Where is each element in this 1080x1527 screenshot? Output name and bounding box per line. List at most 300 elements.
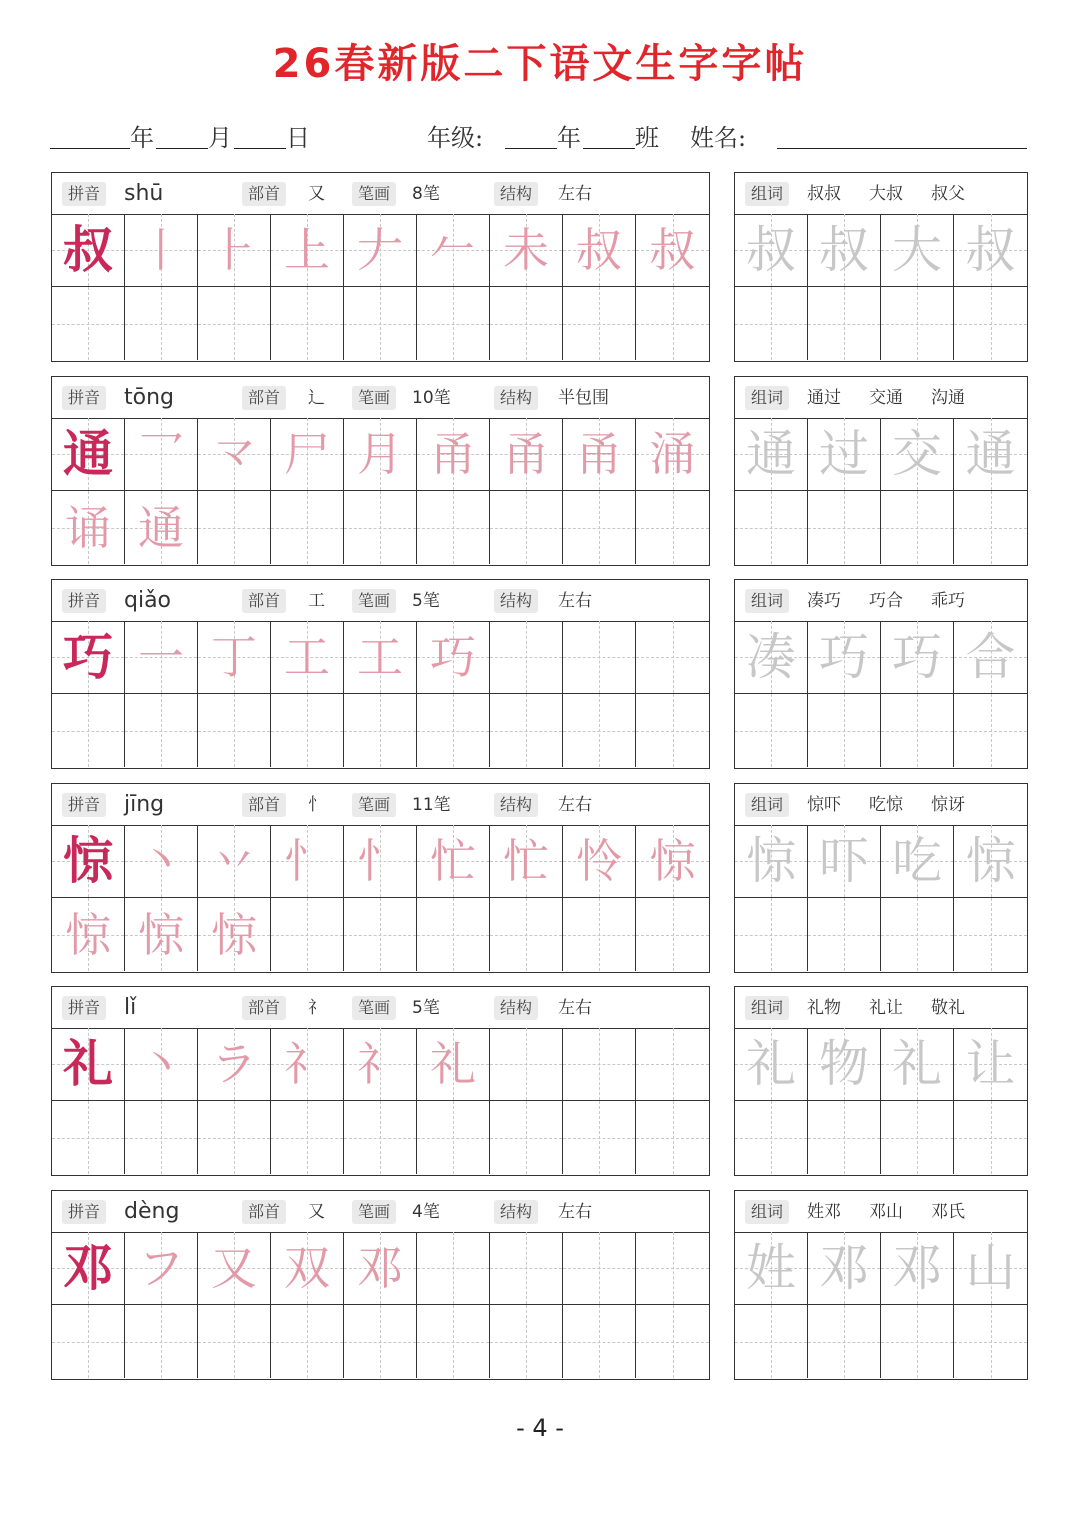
guide-line — [490, 1342, 562, 1343]
pinyin-value: jīng — [124, 792, 165, 817]
grid-cell[interactable] — [954, 1305, 1027, 1378]
grid-cell[interactable] — [563, 418, 636, 491]
grid-cell[interactable] — [344, 214, 417, 287]
word-grid — [735, 825, 1027, 972]
grid-cell[interactable] — [563, 214, 636, 287]
grid-cell[interactable] — [125, 418, 198, 491]
grid-cell[interactable] — [125, 491, 198, 564]
grid-cell[interactable] — [125, 1101, 198, 1174]
grid-cell[interactable] — [198, 1028, 271, 1101]
guide-line — [636, 1138, 709, 1139]
grid-cell[interactable] — [954, 1232, 1027, 1305]
grid-cell[interactable] — [636, 1232, 709, 1305]
trace-character: 叔 — [746, 221, 796, 279]
strokes-value: 11笔 — [412, 795, 451, 815]
grid-cell[interactable] — [808, 418, 881, 491]
grid-cell[interactable] — [490, 214, 563, 287]
grid-cell[interactable] — [198, 287, 271, 360]
grid-cell[interactable] — [271, 287, 344, 360]
grid-cell[interactable] — [735, 825, 808, 898]
guide-line — [271, 731, 343, 732]
grid-cell[interactable] — [271, 418, 344, 491]
grid-cell[interactable] — [954, 898, 1027, 971]
practice-grid — [52, 1028, 709, 1175]
grid-cell[interactable] — [271, 825, 344, 898]
practice-grid — [52, 1232, 709, 1379]
stroke-order-step: 又 — [211, 1241, 257, 1295]
word-value: 交通 — [869, 388, 903, 408]
guide-line — [881, 1138, 953, 1139]
pinyin-tag: 拼音 — [62, 589, 106, 613]
grid-cell[interactable] — [636, 898, 709, 971]
grid-cell[interactable] — [881, 214, 954, 287]
word-grid — [735, 418, 1027, 565]
main-character: 叔 — [63, 220, 113, 279]
grid-cell[interactable] — [125, 214, 198, 287]
grid-cell[interactable] — [881, 621, 954, 694]
stroke-order-step: 丷 — [211, 834, 257, 888]
char-info-bar — [52, 377, 709, 419]
grid-cell[interactable] — [636, 825, 709, 898]
grid-cell[interactable] — [52, 287, 125, 360]
grid-cell[interactable] — [52, 694, 125, 767]
grid-cell[interactable] — [344, 694, 417, 767]
grid-cell[interactable] — [881, 694, 954, 767]
word-practice-block — [734, 783, 1028, 973]
grid-cell[interactable] — [490, 1232, 563, 1305]
words-tag: 组词 — [745, 793, 789, 817]
word-value: 沟通 — [931, 388, 965, 408]
strokes-tag: 笔画 — [352, 1200, 396, 1224]
grid-cell[interactable] — [636, 694, 709, 767]
stroke-order-step: 工 — [357, 630, 403, 684]
strokes-value: 10笔 — [412, 388, 451, 408]
grid-cell[interactable] — [52, 214, 125, 287]
grid-cell[interactable] — [490, 418, 563, 491]
grid-cell[interactable] — [954, 287, 1027, 360]
grid-cell[interactable] — [490, 287, 563, 360]
grid-cell[interactable] — [881, 1305, 954, 1378]
guide-line — [344, 324, 416, 325]
grid-cell[interactable] — [735, 1232, 808, 1305]
grid-cell[interactable] — [881, 287, 954, 360]
grid-cell[interactable] — [881, 418, 954, 491]
grid-cell[interactable] — [735, 1028, 808, 1101]
grid-cell[interactable] — [563, 898, 636, 971]
guide-line — [735, 935, 807, 936]
word-value: 凑巧 — [807, 591, 841, 611]
stroke-order-step: 礼 — [430, 1037, 476, 1091]
stroke-order-step: 丨 — [138, 223, 184, 277]
grade-label: 年级: — [427, 124, 484, 152]
grid-cell[interactable] — [636, 491, 709, 564]
structure-tag: 结构 — [494, 386, 538, 410]
trace-character: 巧 — [892, 628, 942, 686]
grid-cell[interactable] — [881, 1101, 954, 1174]
grid-cell[interactable] — [808, 491, 881, 564]
grid-cell[interactable] — [563, 1028, 636, 1101]
grid-cell[interactable] — [417, 418, 490, 491]
grid-cell[interactable] — [735, 1101, 808, 1174]
grid-cell[interactable] — [735, 287, 808, 360]
structure-value: 左右 — [558, 795, 592, 815]
grid-cell[interactable] — [881, 898, 954, 971]
grid-cell[interactable] — [125, 898, 198, 971]
word-practice-block — [734, 986, 1028, 1176]
guide-line — [52, 324, 124, 325]
guide-line — [198, 1342, 270, 1343]
guide-line — [563, 935, 635, 936]
grid-cell[interactable] — [417, 1232, 490, 1305]
grid-cell[interactable] — [125, 694, 198, 767]
grid-cell[interactable] — [52, 1101, 125, 1174]
practice-grid — [52, 825, 709, 972]
structure-tag: 结构 — [494, 793, 538, 817]
guide-line — [125, 731, 197, 732]
grid-cell[interactable] — [271, 694, 344, 767]
words-tag: 组词 — [745, 1200, 789, 1224]
grid-cell[interactable] — [636, 1101, 709, 1174]
grid-cell[interactable] — [954, 825, 1027, 898]
name-blank[interactable] — [777, 148, 1027, 149]
grid-cell[interactable] — [881, 1028, 954, 1101]
guide-line — [52, 1342, 124, 1343]
grid-cell[interactable] — [198, 694, 271, 767]
guide-line — [344, 528, 416, 529]
grid-cell[interactable] — [808, 1232, 881, 1305]
grid-cell[interactable] — [735, 214, 808, 287]
grid-cell[interactable] — [52, 898, 125, 971]
guide-line — [735, 1342, 807, 1343]
guide-line — [490, 1268, 562, 1269]
trace-character: 大 — [892, 221, 942, 279]
stroke-order-step: 尸 — [284, 427, 330, 481]
grid-cell[interactable] — [125, 621, 198, 694]
stroke-order-step: 丶 — [138, 1037, 184, 1091]
words-tag: 组词 — [745, 386, 789, 410]
grid-cell[interactable] — [808, 1305, 881, 1378]
grid-cell[interactable] — [563, 287, 636, 360]
grid-cell[interactable] — [344, 1028, 417, 1101]
grid-cell[interactable] — [344, 621, 417, 694]
grid-cell[interactable] — [636, 214, 709, 287]
year-blank[interactable] — [50, 148, 130, 149]
grid-cell[interactable] — [198, 491, 271, 564]
trace-character: 叔 — [819, 221, 869, 279]
grid-cell[interactable] — [636, 418, 709, 491]
grid-cell[interactable] — [563, 825, 636, 898]
guide-line — [198, 528, 270, 529]
strokes-value: 4笔 — [412, 1202, 440, 1222]
trace-character: 邓 — [892, 1239, 942, 1297]
day-blank[interactable] — [234, 148, 286, 149]
words-tag: 组词 — [745, 589, 789, 613]
word-value: 叔父 — [931, 184, 965, 204]
grid-cell[interactable] — [344, 1232, 417, 1305]
stroke-order-step: 一 — [138, 630, 184, 684]
word-value: 惊吓 — [807, 795, 841, 815]
grid-cell[interactable] — [563, 1305, 636, 1378]
grid-cell[interactable] — [344, 287, 417, 360]
guide-line — [881, 1342, 953, 1343]
word-value: 邓氏 — [931, 1202, 965, 1222]
stroke-order-step: ラ — [211, 1037, 257, 1091]
structure-tag: 结构 — [494, 182, 538, 206]
grid-cell[interactable] — [417, 621, 490, 694]
grid-cell[interactable] — [271, 491, 344, 564]
trace-character: 姓 — [746, 1239, 796, 1297]
guide-line — [198, 1138, 270, 1139]
guide-line — [636, 324, 709, 325]
grid-cell[interactable] — [198, 621, 271, 694]
guide-line — [344, 935, 416, 936]
grid-cell[interactable] — [636, 1028, 709, 1101]
grade-year-label: 年 — [557, 124, 581, 152]
grid-cell[interactable] — [198, 1305, 271, 1378]
grid-cell[interactable] — [808, 287, 881, 360]
grid-cell[interactable] — [198, 825, 271, 898]
stroke-order-step: 忙 — [503, 834, 549, 888]
grid-cell[interactable] — [52, 621, 125, 694]
strokes-value: 5笔 — [412, 591, 440, 611]
grid-cell[interactable] — [735, 418, 808, 491]
grid-cell[interactable] — [344, 491, 417, 564]
radical-value: 又 — [308, 1202, 325, 1222]
stroke-order-step: 龴 — [211, 427, 257, 481]
guide-line — [52, 1138, 124, 1139]
word-grid — [735, 1028, 1027, 1175]
grid-cell[interactable] — [490, 1101, 563, 1174]
radical-tag: 部首 — [242, 182, 286, 206]
grid-cell[interactable] — [198, 418, 271, 491]
grid-cell[interactable] — [417, 287, 490, 360]
grid-cell[interactable] — [344, 825, 417, 898]
grid-cell[interactable] — [125, 1232, 198, 1305]
grid-cell[interactable] — [563, 621, 636, 694]
grid-cell[interactable] — [125, 825, 198, 898]
word-value: 大叔 — [869, 184, 903, 204]
structure-tag: 结构 — [494, 589, 538, 613]
grid-cell[interactable] — [490, 825, 563, 898]
guide-line — [954, 324, 1027, 325]
structure-value: 左右 — [558, 184, 592, 204]
guide-line — [563, 1064, 635, 1065]
grid-cell[interactable] — [271, 1232, 344, 1305]
structure-tag: 结构 — [494, 996, 538, 1020]
guide-line — [52, 731, 124, 732]
grid-cell[interactable] — [735, 621, 808, 694]
grid-cell[interactable] — [490, 898, 563, 971]
grid-cell[interactable] — [636, 621, 709, 694]
guide-line — [636, 657, 709, 658]
grid-cell[interactable] — [417, 898, 490, 971]
grade-class-label: 班 — [635, 124, 659, 152]
stroke-order-step: 月 — [357, 427, 403, 481]
grid-cell[interactable] — [344, 898, 417, 971]
stroke-order-step: 叔 — [649, 223, 696, 277]
practice-grid — [52, 621, 709, 768]
guide-line — [808, 935, 880, 936]
stroke-order-step: 𠂇 — [357, 223, 403, 277]
char-practice-block — [51, 986, 710, 1176]
trace-character: 过 — [819, 425, 869, 483]
grid-cell[interactable] — [954, 1028, 1027, 1101]
guide-line — [271, 324, 343, 325]
grid-cell[interactable] — [271, 1305, 344, 1378]
pinyin-value: lǐ — [124, 995, 137, 1020]
trace-character: 凑 — [746, 628, 796, 686]
char-info-bar — [52, 173, 709, 215]
grid-cell[interactable] — [954, 694, 1027, 767]
grid-cell[interactable] — [417, 825, 490, 898]
trace-character: 吃 — [892, 832, 942, 890]
word-value: 姓邓 — [807, 1202, 841, 1222]
grid-cell[interactable] — [954, 418, 1027, 491]
grid-cell[interactable] — [808, 825, 881, 898]
grid-cell[interactable] — [563, 1232, 636, 1305]
grid-cell[interactable] — [881, 1232, 954, 1305]
grid-cell[interactable] — [490, 491, 563, 564]
words-info-bar — [735, 784, 1027, 826]
grid-cell[interactable] — [490, 1305, 563, 1378]
grid-cell[interactable] — [271, 214, 344, 287]
stroke-order-step: 巧 — [430, 630, 476, 684]
grid-cell[interactable] — [417, 214, 490, 287]
page-title: 26春新版二下语文生字字帖 — [272, 41, 808, 87]
grid-cell[interactable] — [344, 418, 417, 491]
grid-cell[interactable] — [735, 491, 808, 564]
guide-line — [636, 1342, 709, 1343]
stroke-order-step: 乛 — [138, 427, 184, 481]
practice-grid — [52, 214, 709, 361]
grid-cell[interactable] — [344, 1101, 417, 1174]
guide-line — [735, 324, 807, 325]
grid-cell[interactable] — [808, 214, 881, 287]
grid-cell[interactable] — [52, 825, 125, 898]
stroke-order-step: 邓 — [357, 1241, 403, 1295]
trace-character: 邓 — [819, 1239, 869, 1297]
guide-line — [735, 1138, 807, 1139]
char-practice-block — [51, 1190, 710, 1380]
grade-class-blank[interactable] — [583, 148, 635, 149]
guide-line — [808, 1342, 880, 1343]
grid-cell[interactable] — [52, 491, 125, 564]
grid-cell[interactable] — [52, 1232, 125, 1305]
grid-cell[interactable] — [808, 1101, 881, 1174]
grid-cell[interactable] — [808, 898, 881, 971]
grid-cell[interactable] — [417, 694, 490, 767]
guide-line — [954, 731, 1027, 732]
grid-cell[interactable] — [417, 1305, 490, 1378]
grid-cell[interactable] — [125, 1028, 198, 1101]
stroke-order-step: 双 — [284, 1241, 330, 1295]
main-character: 巧 — [63, 627, 113, 686]
grid-cell[interactable] — [198, 1101, 271, 1174]
grid-cell[interactable] — [271, 621, 344, 694]
grid-cell[interactable] — [490, 621, 563, 694]
grid-cell[interactable] — [808, 694, 881, 767]
grid-cell[interactable] — [417, 1028, 490, 1101]
grid-cell[interactable] — [881, 825, 954, 898]
grid-cell[interactable] — [563, 491, 636, 564]
grid-cell[interactable] — [954, 491, 1027, 564]
words-info-bar — [735, 377, 1027, 419]
stroke-order-step: 丶 — [138, 834, 184, 888]
grid-cell[interactable] — [344, 1305, 417, 1378]
grid-cell[interactable] — [808, 1028, 881, 1101]
grid-cell[interactable] — [563, 694, 636, 767]
guide-line — [636, 935, 709, 936]
grid-cell[interactable] — [52, 1028, 125, 1101]
guide-line — [563, 324, 635, 325]
grade-year-blank[interactable] — [505, 148, 557, 149]
word-practice-block — [734, 172, 1028, 362]
grid-cell[interactable] — [271, 898, 344, 971]
grid-cell[interactable] — [490, 1028, 563, 1101]
guide-line — [198, 324, 270, 325]
structure-value: 左右 — [558, 998, 592, 1018]
grid-cell[interactable] — [198, 214, 271, 287]
word-grid — [735, 1232, 1027, 1379]
char-practice-block — [51, 579, 710, 769]
strokes-tag: 笔画 — [352, 182, 396, 206]
grid-cell[interactable] — [636, 287, 709, 360]
guide-line — [271, 1138, 343, 1139]
trace-character: 山 — [965, 1239, 1016, 1297]
grid-cell[interactable] — [735, 694, 808, 767]
char-info-bar — [52, 1191, 709, 1233]
guide-line — [417, 731, 489, 732]
guide-line — [417, 935, 489, 936]
stroke-order-step: 叔 — [576, 223, 622, 277]
grid-cell[interactable] — [271, 1028, 344, 1101]
grid-cell[interactable] — [636, 1305, 709, 1378]
grid-cell[interactable] — [198, 898, 271, 971]
word-practice-block — [734, 376, 1028, 566]
grid-cell[interactable] — [417, 1101, 490, 1174]
grid-cell[interactable] — [954, 621, 1027, 694]
grid-cell[interactable] — [954, 214, 1027, 287]
grid-cell[interactable] — [52, 1305, 125, 1378]
grid-cell[interactable] — [735, 898, 808, 971]
pinyin-tag: 拼音 — [62, 182, 106, 206]
month-blank[interactable] — [156, 148, 208, 149]
grid-cell[interactable] — [808, 621, 881, 694]
grid-cell[interactable] — [954, 1101, 1027, 1174]
stroke-order-step: 通 — [138, 500, 184, 555]
pinyin-tag: 拼音 — [62, 793, 106, 817]
stroke-order-step: 忄 — [357, 834, 403, 888]
grid-cell[interactable] — [125, 287, 198, 360]
guide-line — [808, 1138, 880, 1139]
guide-line — [125, 324, 197, 325]
grid-cell[interactable] — [52, 418, 125, 491]
page-number: - 4 - — [516, 1414, 564, 1442]
stroke-order-step: 丁 — [211, 630, 257, 684]
stroke-order-step: 甬 — [576, 427, 622, 481]
stroke-order-step: 涌 — [649, 427, 696, 481]
grid-cell[interactable] — [417, 491, 490, 564]
grid-cell[interactable] — [563, 1101, 636, 1174]
stroke-order-step: 未 — [503, 223, 549, 277]
grid-cell[interactable] — [271, 1101, 344, 1174]
grid-cell[interactable] — [735, 1305, 808, 1378]
grid-cell[interactable] — [881, 491, 954, 564]
word-grid — [735, 214, 1027, 361]
grid-cell[interactable] — [490, 694, 563, 767]
grid-cell[interactable] — [198, 1232, 271, 1305]
grid-cell[interactable] — [125, 1305, 198, 1378]
